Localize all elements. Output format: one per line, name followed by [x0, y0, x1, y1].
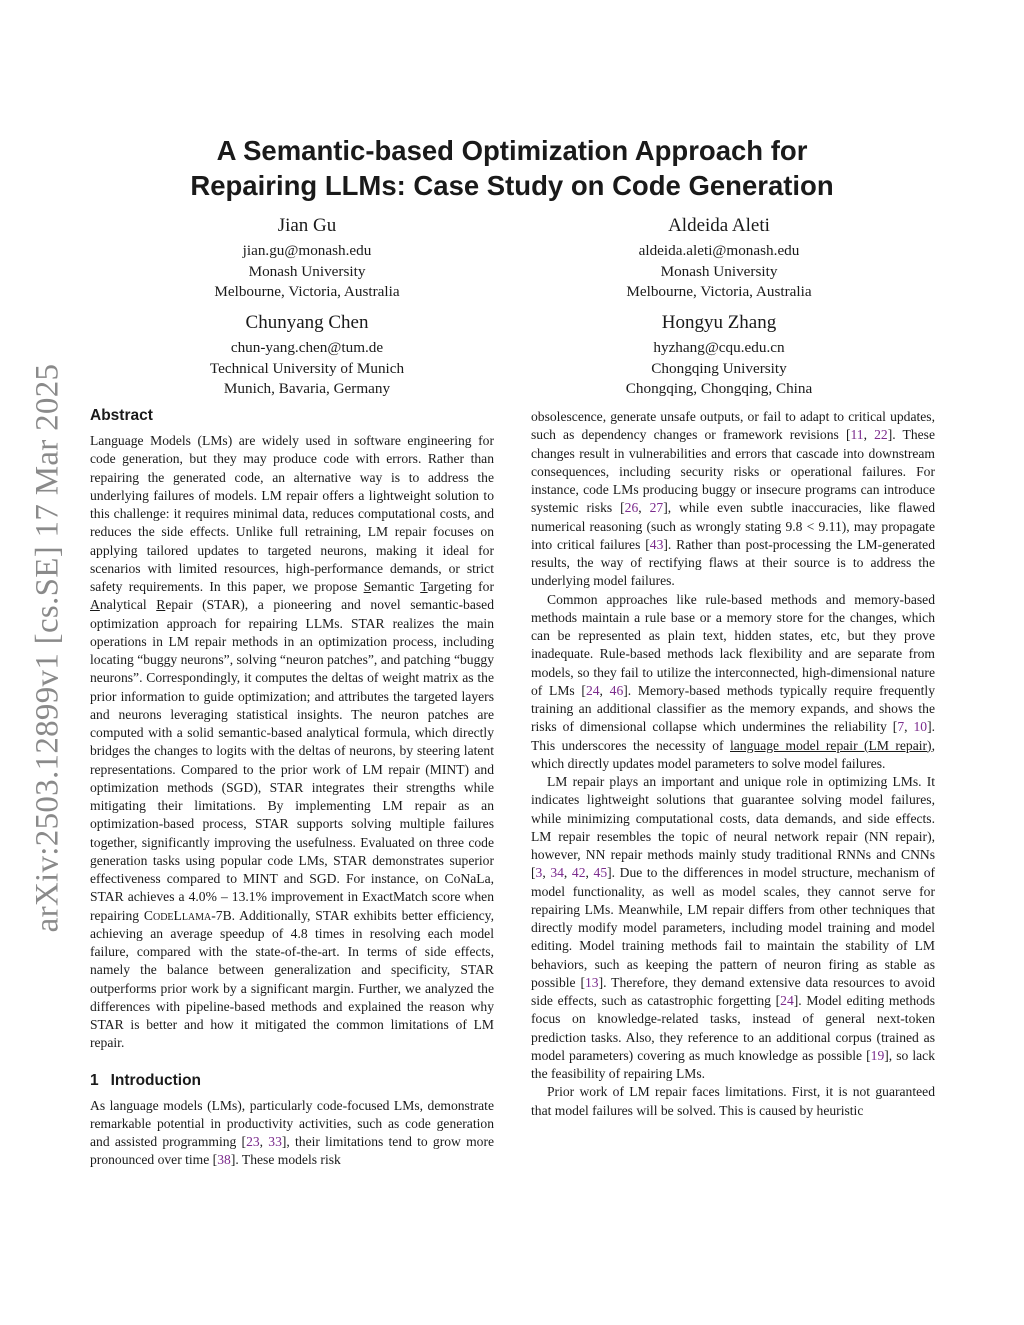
- citation[interactable]: 22: [874, 427, 888, 443]
- citation[interactable]: 3: [535, 865, 543, 881]
- body-paragraph: Prior work of LM repair faces limitations. First, it is not guaranteed that model failures will be solved. This is caused by heuristic: [531, 1084, 935, 1118]
- abstract-heading: Abstract: [90, 407, 153, 424]
- section-number: 1: [90, 1071, 99, 1089]
- citation[interactable]: 42: [571, 865, 586, 881]
- citation[interactable]: 34: [550, 865, 564, 881]
- model-name: CodeLlama: [143, 907, 212, 923]
- citation[interactable]: 10: [913, 719, 928, 735]
- left-column: [90, 406, 494, 1170]
- author-block: [117, 311, 497, 400]
- author-location: Melbourne, Victoria, Australia: [626, 283, 812, 300]
- author-name: Jian Gu: [277, 215, 337, 236]
- author-block: [529, 214, 909, 303]
- author-email: aldeida.aleti@monash.edu: [638, 242, 800, 259]
- author-location: Chongqing, Chongqing, China: [625, 380, 813, 397]
- body-paragraph: obsolescence, generate unsafe outputs, or fail to adapt to critical updates, such as dependency changes or framework revisions [11, 22]. These changes result in vulnerabilities and errors that cascade into downstream consequences, including security risks or operational failures. For instance, code LMs producing buggy or insecure programs can introduce systemic risks [26, 27], while even subtle inaccuracies, like flawed numerical reasoning (such as wrongly stating 9.8 < 9.11), may propagate into critical failures [43]. Rather than post-processing the LM-generated results, the way of rectifying flaws at their source is to address the underlying model failures.: [531, 409, 935, 589]
- author-email: chun-yang.chen@tum.de: [230, 339, 384, 356]
- section-title: Introduction: [110, 1071, 202, 1089]
- author-block: [529, 311, 909, 400]
- citation[interactable]: 27: [649, 500, 664, 516]
- citation[interactable]: 33: [268, 1134, 282, 1149]
- citation[interactable]: 13: [585, 974, 599, 990]
- author-name: Aldeida Aleti: [668, 215, 770, 236]
- author-affiliation: Monash University: [248, 262, 366, 280]
- title-line-1: A Semantic-based Optimization Approach for: [216, 135, 808, 166]
- citation[interactable]: 24: [585, 682, 600, 698]
- body-paragraph: Common approaches like rule-based methods and memory-based methods maintain a rule base or a memory store for the changes, which can be represented as plain text, hidden states, etc, but they prove inadequate. Rule-based methods lack flexibility and are separate from models, so they fail to utilize the interconnected, high-dimensional nature of LMs [24, 46]. Memory-based methods typically require frequently training an additional classifier as the memory expands, and shows the risks of dimensional collapse which undermines the reliability [7, 10]. This underscores the necessity of language model repair (LM repair), which directly updates model parameters to solve model failures.: [531, 591, 935, 771]
- citation[interactable]: 23: [246, 1134, 260, 1149]
- author-email: jian.gu@monash.edu: [242, 242, 372, 259]
- citation[interactable]: 26: [624, 500, 639, 516]
- citation[interactable]: 7: [897, 719, 905, 735]
- citation[interactable]: 43: [649, 536, 664, 552]
- body-paragraph: LM repair plays an important and unique role in optimizing LMs. It indicates lightweight solutions that guarantee solving model failures, while minimizing computational costs, data demands, and side effects. LM repair resembles the topic of neural network repair (NN repair), however, NN repair methods mainly study traditional RNNs and CNNs [3, 34, 42, 45]. Due to the differences in model structure, mechanism of model functionality, as well as model scales, they cannot serve for repairing LMs. Meanwhile, LM repair differs from other techniques that directly modify model parameters, including model training and model editing. Model training methods fail to maintain the stability of LM behaviors, such as keeping the pattern of neuron firing as stable as possible [13]. Therefore, they demand extensive data resources to avoid side effects, such as catastrophic forgetting [24]. Model editing methods focus on knowledge-related tasks, instead of general next-token prediction tasks. Also, they reference to an additional corpus (trained as model parameters) covering as much knowledge as possible [19], so lack the feasibility of repairing LMs.: [531, 774, 936, 1081]
- author-affiliation: Chongqing University: [651, 359, 787, 377]
- citation[interactable]: 11: [850, 427, 864, 443]
- author-name: Hongyu Zhang: [661, 312, 777, 333]
- lm-repair-term: language model repair (LM repair): [730, 737, 932, 753]
- author-name: Chunyang Chen: [245, 312, 369, 333]
- author-affiliation: Monash University: [660, 262, 778, 280]
- citation[interactable]: 19: [870, 1047, 885, 1063]
- author-email: hyzhang@cqu.edu.cn: [653, 339, 785, 356]
- title-line-2: Repairing LLMs: Case Study on Code Generation: [190, 170, 834, 201]
- intro-paragraph: As language models (LMs), particularly code-focused LMs, demonstrate remarkable potential in productivity activities, such as code generation and assisted programming [23, 33], their limitations tend to grow more pronounced over time [38]. These models risk: [90, 1097, 494, 1168]
- author-block: [117, 214, 497, 303]
- citation[interactable]: 45: [593, 865, 608, 881]
- citation[interactable]: 24: [780, 993, 794, 1008]
- author-affiliation: Technical University of Munich: [209, 359, 405, 377]
- citation[interactable]: 38: [217, 1152, 231, 1168]
- paper-title: [140, 133, 884, 203]
- author-location: Melbourne, Victoria, Australia: [214, 283, 400, 300]
- arxiv-identifier: arXiv:2503.12899v1 [cs.SE] 17 Mar 2025: [29, 363, 66, 933]
- citation[interactable]: 46: [609, 682, 624, 698]
- author-location: Munich, Bavaria, Germany: [223, 380, 391, 397]
- intro-heading: [90, 1071, 494, 1091]
- right-column: [531, 408, 935, 1120]
- abstract-text: Language Models (LMs) are widely used in software engineering for code generation, but they may produce code with errors. Rather than repairing the generated code, an alternative way is to address the underlying failures of models. LM repair offers a lightweight solution to this challenge: it requires minimal data, reduces computational costs, and reduces the side effects. Unlike full retraining, LM repair focuses on applying tailored updates to targeted neurons, making it ideal for scenarios with limited resources, high-performance demands, or strict safety requirements. In this paper, we propose Semantic Targeting for Analytical Repair (STAR), a pioneering and novel semantic-based optimization approach for repairing LLMs. STAR realizes the main operations in LM repair methods in an optimization process, including locating “buggy neurons”, solving “neuron patches”, and patching “buggy neurons”. Correspondingly, it computes the deltas of weight matrix as the prior information to guide optimization; and attributes the targeted layers and neurons leveraging statistical insights. The neuron patches are computed with a solid semantic-based analytical formula, which directly bridges the changes to logits with the deltas of neurons, by steering latent representations. Compared to the prior work of LM repair (MINT) and optimization methods (SGD), STAR integrates their strengths while mitigating their limitations. By implementing LM repair as an optimization-based process, STAR supports solving multiple failures together, significantly improving the usefulness. Evaluated on three code generation tasks using popular code LMs, STAR demonstrates superior effectiveness compared to MINT and SGD. For instance, on CoNaLa, STAR achieves a 4.0% – 13.1% improvement in ExactMatch score when repairing CodeLlama-7B. Additionally, STAR exhibits better efficiency, achieving an average speedup of 4.8 times in resolving each model failure, compared with the state-of-the-art. In terms of side effects, namely the balance between generalization and specificity, STAR outperforms prior work by a significant margin. Further, we analyzed the differences with pipeline-based methods and explained the reason why STAR is better and how it mitigated the common limitations of LM repair.: [90, 433, 494, 1051]
